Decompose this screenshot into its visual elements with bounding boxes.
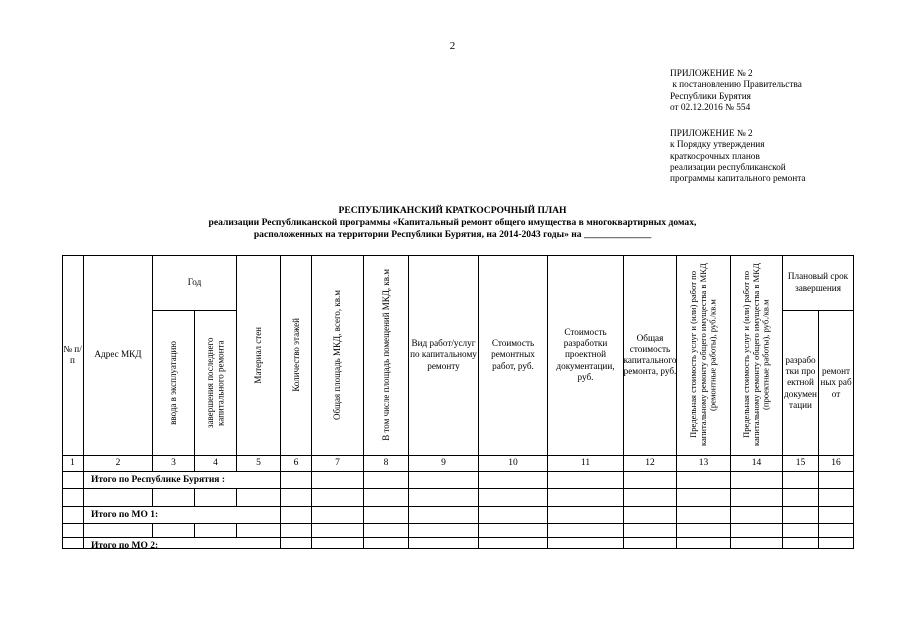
table-cell bbox=[409, 489, 479, 507]
header-premises-area bbox=[364, 255, 409, 456]
table-cell bbox=[783, 507, 819, 524]
table-cell bbox=[62, 538, 84, 549]
table-cell bbox=[819, 538, 854, 549]
table-cell bbox=[281, 489, 312, 507]
header-max-cost-design bbox=[731, 255, 783, 456]
table-cell bbox=[548, 472, 624, 489]
table-cell bbox=[84, 524, 153, 538]
column-number-cell: 16 bbox=[819, 456, 854, 472]
table-cell bbox=[281, 524, 312, 538]
plan-table bbox=[62, 255, 854, 549]
total-mo2: Итого по МО 2: bbox=[91, 541, 159, 551]
header-deadline-group-label: Плановый срок завершения bbox=[787, 271, 849, 293]
column-number-cell: 1 bbox=[62, 456, 84, 472]
table-cell bbox=[548, 538, 624, 549]
header-max-cost-repair bbox=[677, 255, 731, 456]
header-year-commission-label: ввода в эксплуатацию bbox=[168, 341, 179, 425]
table-cell bbox=[783, 472, 819, 489]
table-cell bbox=[731, 538, 783, 549]
appendix-to-procedure-line: программы капитального ремонта bbox=[670, 174, 806, 185]
table-cell bbox=[409, 538, 479, 549]
appendix-to-procedure-line: реализации республиканской bbox=[670, 162, 786, 173]
header-year-commission bbox=[153, 311, 195, 456]
appendix-to-resolution bbox=[670, 69, 802, 114]
header-wall-material bbox=[237, 255, 281, 456]
column-number-cell: 2 bbox=[84, 456, 153, 472]
header-work-cost bbox=[479, 255, 548, 456]
appendix-to-resolution-line: от 02.12.2016 № 554 bbox=[670, 102, 751, 113]
table-cell bbox=[281, 538, 312, 549]
table-cell bbox=[479, 538, 548, 549]
table-cell bbox=[731, 524, 783, 538]
table-cell bbox=[677, 524, 731, 538]
table-cell bbox=[364, 538, 409, 549]
header-deadline-design-label: разработки проектной документации bbox=[784, 354, 817, 410]
table-cell bbox=[195, 489, 237, 507]
table-cell bbox=[237, 489, 281, 507]
header-address-label: Адрес МКД bbox=[94, 349, 142, 360]
header-deadline-group bbox=[783, 255, 854, 311]
header-year-last-repair bbox=[195, 311, 237, 456]
total-mo1: Итого по МО 1: bbox=[91, 510, 159, 520]
table-cell bbox=[819, 524, 854, 538]
table-cell bbox=[312, 538, 364, 549]
appendix-to-procedure bbox=[670, 129, 806, 185]
header-total-cost-label: Общая стоимость капитального ремонта, руб. bbox=[624, 332, 677, 377]
header-number bbox=[62, 255, 84, 456]
table-cell bbox=[312, 472, 364, 489]
table-cell bbox=[364, 472, 409, 489]
header-year-group-label: Год bbox=[187, 276, 202, 287]
table-cell bbox=[783, 489, 819, 507]
table-cell bbox=[62, 489, 84, 507]
table-cell bbox=[281, 472, 312, 489]
header-floors bbox=[281, 255, 312, 456]
table-cell bbox=[62, 507, 84, 524]
column-number-cell: 12 bbox=[624, 456, 677, 472]
table-cell bbox=[409, 472, 479, 489]
table-cell bbox=[677, 489, 731, 507]
header-design-cost-label: Стоимость разработки проектной документации, руб. bbox=[556, 326, 615, 382]
table-cell bbox=[731, 489, 783, 507]
header-design-cost bbox=[548, 255, 624, 456]
table-cell bbox=[281, 507, 312, 524]
header-wall-material-label: Материал стен bbox=[253, 326, 264, 384]
column-number-cell: 13 bbox=[677, 456, 731, 472]
table-cell bbox=[783, 524, 819, 538]
table-cell bbox=[479, 507, 548, 524]
header-deadline-repair bbox=[819, 311, 854, 456]
header-number-label: № п/п bbox=[63, 343, 82, 365]
column-number-cell: 9 bbox=[409, 456, 479, 472]
table-cell bbox=[677, 472, 731, 489]
table-cell bbox=[819, 507, 854, 524]
table-cell bbox=[783, 538, 819, 549]
document-subtitle-line-1: реализации Республиканской программы «Капитальный ремонт общего имущества в многоквартирных домах, bbox=[208, 217, 697, 228]
document-subtitle-line-2: расположенных на территории Республики Бурятия, на 2014-2043 годы» на ______________ bbox=[253, 229, 652, 240]
header-address bbox=[84, 255, 153, 456]
table-cell bbox=[364, 524, 409, 538]
table-cell bbox=[84, 489, 153, 507]
appendix-to-resolution-line: ПРИЛОЖЕНИЕ № 2 bbox=[670, 69, 753, 79]
table-cell bbox=[312, 507, 364, 524]
column-number-cell: 5 bbox=[237, 456, 281, 472]
table-cell bbox=[364, 489, 409, 507]
document-title: РЕСПУБЛИКАНСКИЙ КРАТКОСРОЧНЫЙ ПЛАН bbox=[338, 205, 567, 216]
column-number-cell: 10 bbox=[479, 456, 548, 472]
header-max-cost-design-label: Предельная стоимость услуг и (или) работ по капитальному ремонту общего имущества в МКД (проектные работы), руб./кв.м bbox=[740, 263, 771, 447]
total-republic: Итого по Республике Бурятия : bbox=[91, 475, 225, 485]
header-total-area bbox=[312, 255, 364, 456]
table-cell bbox=[62, 472, 84, 489]
table-cell bbox=[479, 472, 548, 489]
page-number: 2 bbox=[449, 40, 456, 52]
column-number-cell: 6 bbox=[281, 456, 312, 472]
header-floors-label: Количество этажей bbox=[290, 318, 301, 392]
column-number-cell: 14 bbox=[731, 456, 783, 472]
header-total-cost bbox=[624, 255, 677, 456]
table-cell bbox=[153, 524, 195, 538]
table-cell bbox=[548, 489, 624, 507]
header-work-type bbox=[409, 255, 479, 456]
table-cell bbox=[677, 538, 731, 549]
header-work-cost-label: Стоимость ремонтных работ, руб. bbox=[491, 338, 535, 371]
table-cell bbox=[624, 538, 677, 549]
header-total-area-label: Общая площадь МКД, всего, кв.м bbox=[332, 289, 343, 421]
appendix-to-procedure-line: к Порядку утверждения bbox=[670, 140, 765, 151]
appendix-to-procedure-line: ПРИЛОЖЕНИЕ № 2 bbox=[670, 129, 753, 139]
column-number-cell: 4 bbox=[195, 456, 237, 472]
table-cell bbox=[409, 524, 479, 538]
appendix-to-procedure-line: краткосрочных планов bbox=[670, 151, 760, 162]
appendix-to-resolution-line: Республики Бурятия bbox=[670, 91, 751, 102]
column-number-cell: 3 bbox=[153, 456, 195, 472]
table-cell bbox=[479, 524, 548, 538]
table-cell bbox=[624, 472, 677, 489]
table-cell bbox=[548, 507, 624, 524]
table-cell bbox=[731, 472, 783, 489]
table-cell bbox=[624, 489, 677, 507]
table-cell bbox=[237, 524, 281, 538]
header-year-group bbox=[153, 255, 237, 311]
header-year-last-repair-label: завершения последнего капитального ремонта bbox=[205, 337, 226, 429]
table-cell bbox=[195, 524, 237, 538]
column-number-cell: 8 bbox=[364, 456, 409, 472]
table-cell bbox=[677, 507, 731, 524]
table-cell bbox=[819, 472, 854, 489]
table-cell bbox=[624, 507, 677, 524]
header-premises-area-label: В том числе площадь помещений МКД, кв.м bbox=[380, 269, 391, 441]
table-cell bbox=[548, 524, 624, 538]
column-number-cell: 15 bbox=[783, 456, 819, 472]
table-cell bbox=[409, 507, 479, 524]
table-cell bbox=[819, 489, 854, 507]
table-cell bbox=[364, 507, 409, 524]
table-cell bbox=[624, 524, 677, 538]
header-deadline-repair-label: ремонтных работ bbox=[820, 366, 852, 399]
table-cell bbox=[312, 524, 364, 538]
table-cell bbox=[479, 489, 548, 507]
header-max-cost-repair-label: Предельная стоимость услуг и (или) работ по капитальному ремонту общего имущества в МКД (ремонтные работы), руб./кв.м bbox=[687, 263, 718, 447]
column-number-cell: 7 bbox=[312, 456, 364, 472]
appendix-to-resolution-line: к постановлению Правительства bbox=[670, 80, 802, 91]
header-deadline-design bbox=[783, 311, 819, 456]
header-work-type-label: Вид работ/услуг по капитальному ремонту bbox=[410, 338, 477, 371]
table-cell bbox=[62, 524, 84, 538]
column-number-cell: 11 bbox=[548, 456, 624, 472]
table-cell bbox=[153, 489, 195, 507]
table-cell bbox=[731, 507, 783, 524]
table-cell bbox=[312, 489, 364, 507]
